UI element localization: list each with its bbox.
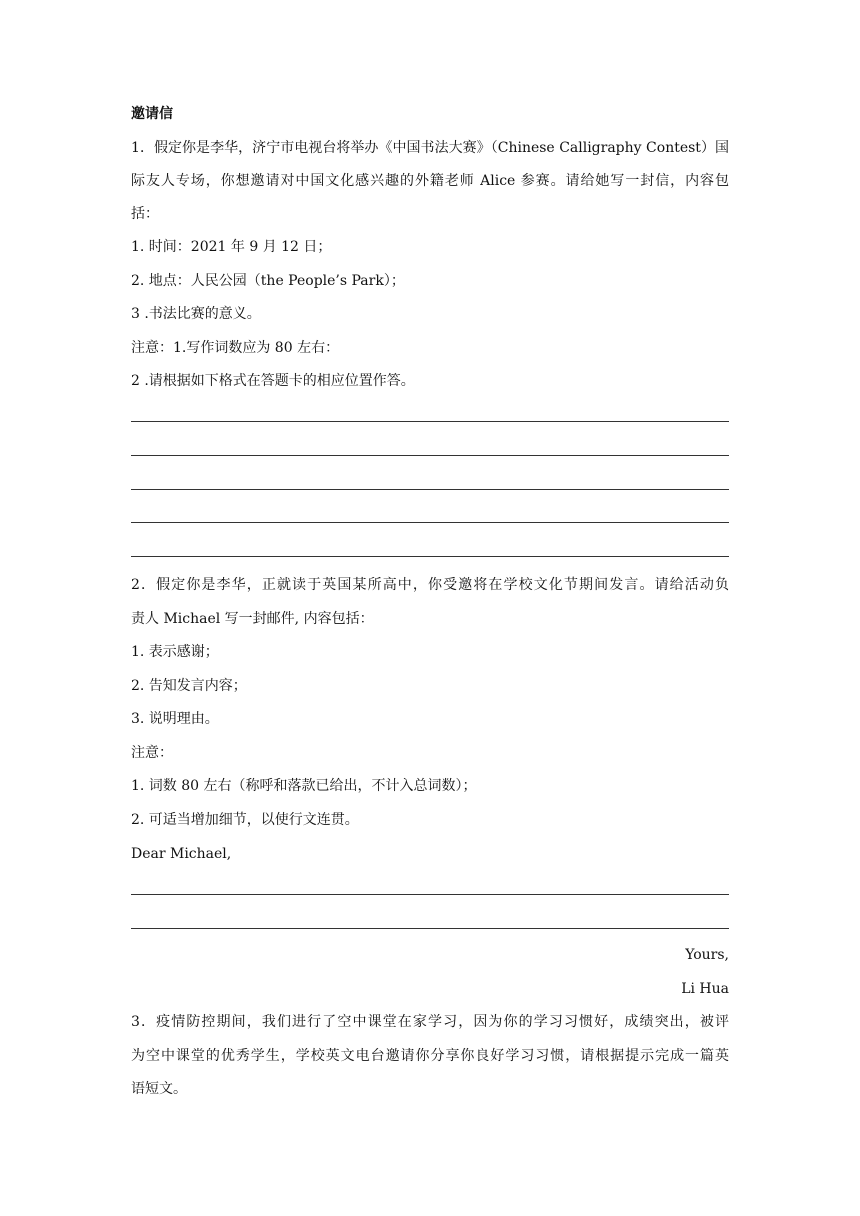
- salutation: Dear Michael,: [131, 846, 232, 862]
- q2-point-1: 1. 表示感谢；: [131, 644, 219, 660]
- answer-line: [131, 928, 729, 929]
- q3-intro-line-1: 3．疫情防控期间，我们进行了空中课堂在家学习，因为你的学习习惯好，成绩突出，被评: [131, 1014, 729, 1030]
- q2-note-2: 2. 可适当增加细节，以使行文连贯。: [131, 812, 359, 828]
- closing: Yours,: [685, 947, 729, 963]
- answer-line: [131, 421, 729, 422]
- q1-point-1: 1. 时间：2021 年 9 月 12 日；: [131, 239, 332, 255]
- answer-line: [131, 556, 729, 557]
- answer-line: [131, 489, 729, 490]
- answer-line: [131, 455, 729, 456]
- q1-intro-line-2: 际友人专场，你想邀请对中国文化感兴趣的外籍老师 Alice 参赛。请给她写一封信，内容包: [131, 173, 729, 189]
- q2-note-title: 注意：: [131, 745, 173, 761]
- q1-point-2: 2. 地点：人民公园（the People’s Park）；: [131, 273, 405, 289]
- answer-line: [131, 894, 729, 895]
- answer-line: [131, 522, 729, 523]
- signature: Li Hua: [681, 981, 729, 997]
- q2-point-2: 2. 告知发言内容；: [131, 678, 247, 694]
- q3-intro-line-3: 语短文。: [131, 1081, 187, 1097]
- q2-intro-line-2: 责人 Michael 写一封邮件, 内容包括：: [131, 611, 374, 627]
- q2-intro-line-1: 2．假定你是李华，正就读于英国某所高中，你受邀将在学校文化节期间发言。请给活动负: [131, 577, 729, 593]
- q1-note-2: 2 .请根据如下格式在答题卡的相应位置作答。: [131, 373, 415, 389]
- q2-point-3: 3. 说明理由。: [131, 711, 219, 727]
- q3-intro-line-2: 为空中课堂的优秀学生，学校英文电台邀请你分享你良好学习习惯，请根据提示完成一篇英: [131, 1048, 729, 1064]
- q2-note-1: 1. 词数 80 左右（称呼和落款已给出，不计入总词数）；: [131, 778, 477, 794]
- section-heading: 邀请信: [131, 106, 173, 122]
- q1-point-3: 3 .书法比赛的意义。: [131, 306, 261, 322]
- q1-intro-line-1: 1．假定你是李华，济宁市电视台将举办《中国书法大赛》（Chinese Calligraphy Contest）国: [131, 140, 729, 156]
- q1-note-1: 注意：1.写作词数应为 80 左右：: [131, 340, 340, 356]
- q1-intro-line-3: 括：: [131, 206, 159, 222]
